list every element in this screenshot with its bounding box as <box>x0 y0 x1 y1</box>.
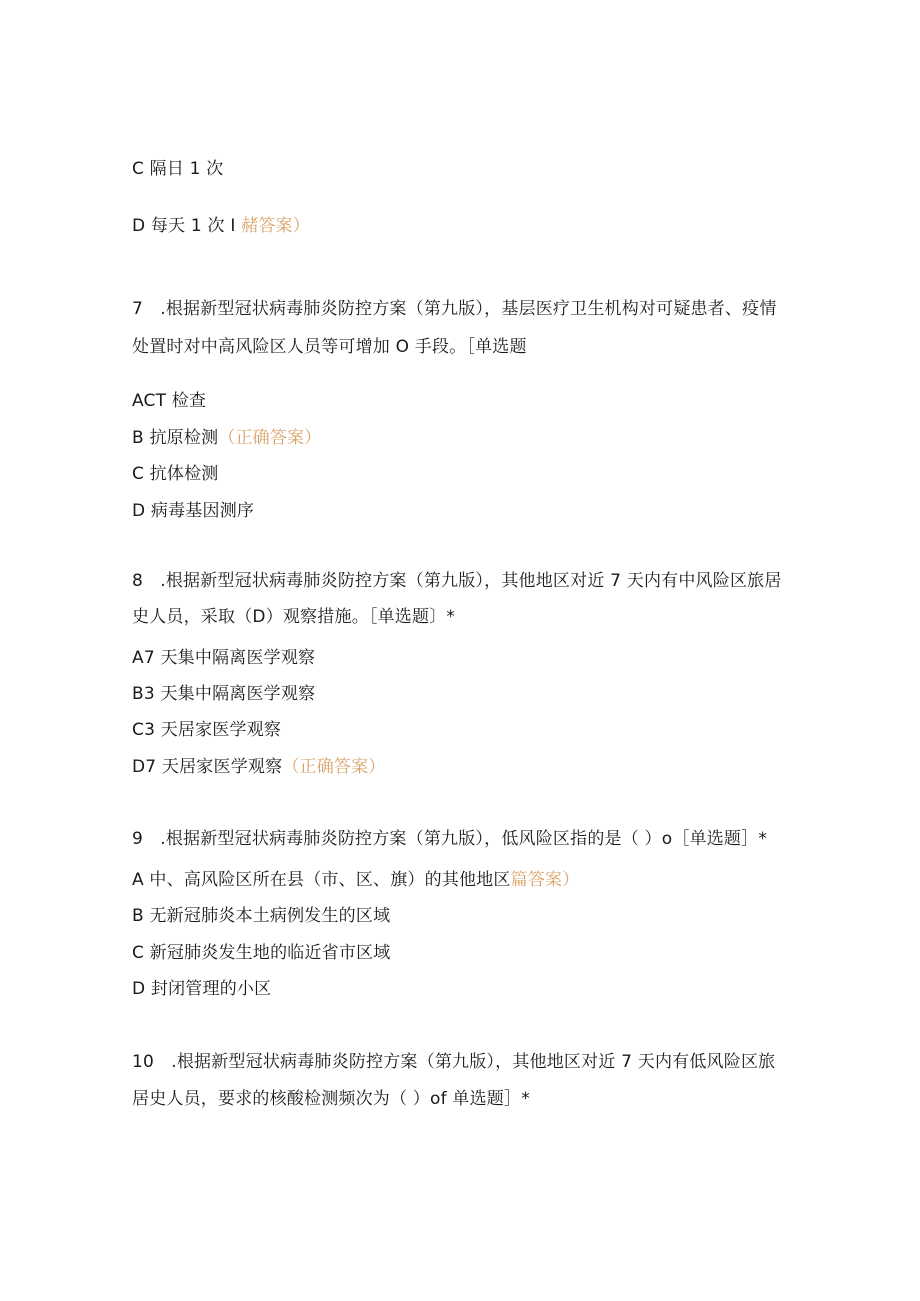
q7-option-c <box>132 463 218 485</box>
q8-question-line1 <box>132 570 782 592</box>
q8-question-text-2: 史人员，采取（D）观察措施。［单选题〕* <box>132 607 456 627</box>
q7-option-a <box>132 390 206 412</box>
q9-correct-answer-mark: 篇答案） <box>510 870 580 890</box>
q7-option-d-text: D 病毒基因测序 <box>132 501 255 521</box>
q7-option-b <box>132 427 321 449</box>
q7-option-d <box>132 500 254 522</box>
q9-option-a <box>132 869 579 891</box>
q7-question-text-2: 处置时对中高风险区人员等可增加 O 手段。［单选题 <box>132 337 527 357</box>
q7-option-a-text: ACT 检查 <box>132 391 207 411</box>
q8-option-b-text: B3 天集中隔离医学观察 <box>132 684 316 704</box>
q6-option-d-text: D 每天 1 次 I <box>132 216 242 236</box>
q7-correct-answer-mark: （正确答案） <box>218 428 322 448</box>
q8-question-text-1: 8 .根据新型冠状病毒肺炎防控方案（第九版），其他地区对近 7 天内有中风险区旅居 <box>132 571 782 591</box>
q9-option-a-text: A 中、高风险区所在县（市、区、旗）的其他地区 <box>132 870 511 890</box>
q9-option-b <box>132 905 390 927</box>
q6-option-d <box>132 215 310 237</box>
q8-correct-answer-mark: （正确答案） <box>282 757 386 777</box>
q8-option-b <box>132 683 315 705</box>
q8-option-d <box>132 756 386 778</box>
q9-question-line1 <box>132 828 767 850</box>
q8-option-d-text: D7 天居家医学观察 <box>132 757 283 777</box>
q9-option-c-text: C 新冠肺炎发生地的临近省市区域 <box>132 943 391 963</box>
q6-option-c-text: C 隔日 1 次 <box>132 159 224 179</box>
q6-option-c <box>132 158 224 180</box>
q6-correct-answer-mark: 赭答案） <box>241 216 310 236</box>
q9-option-d-text: D 封闭管理的小区 <box>132 979 272 999</box>
q7-option-b-text: B 抗原检测 <box>132 428 219 448</box>
q10-question-text-1: 10 .根据新型冠状病毒肺炎防控方案（第九版），其他地区对近 7 天内有低风险区旅 <box>132 1052 776 1072</box>
q8-option-a <box>132 647 315 669</box>
q9-option-d <box>132 978 271 1000</box>
q8-option-c <box>132 719 281 741</box>
q8-option-a-text: A7 天集中隔离医学观察 <box>132 648 316 668</box>
q10-question-line2 <box>132 1088 530 1110</box>
q7-option-c-text: C 抗体检测 <box>132 464 219 484</box>
q10-question-text-2: 居史人员，要求的核酸检测频次为（ ）of 单选题］* <box>132 1089 530 1109</box>
q8-option-c-text: C3 天居家医学观察 <box>132 720 282 740</box>
q8-question-line2 <box>132 606 455 628</box>
q9-option-b-text: B 无新冠肺炎本土病例发生的区域 <box>132 906 391 926</box>
q7-question-line1 <box>132 298 777 320</box>
q9-question-text-1: 9 .根据新型冠状病毒肺炎防控方案（第九版），低风险区指的是（ ）o［单选题］* <box>132 829 768 849</box>
q9-option-c <box>132 942 390 964</box>
q7-question-text-1: 7 .根据新型冠状病毒肺炎防控方案（第九版），基层医疗卫生机构对可疑患者、疫情 <box>132 299 777 319</box>
q7-question-line2 <box>132 336 527 358</box>
q10-question-line1 <box>132 1051 775 1073</box>
